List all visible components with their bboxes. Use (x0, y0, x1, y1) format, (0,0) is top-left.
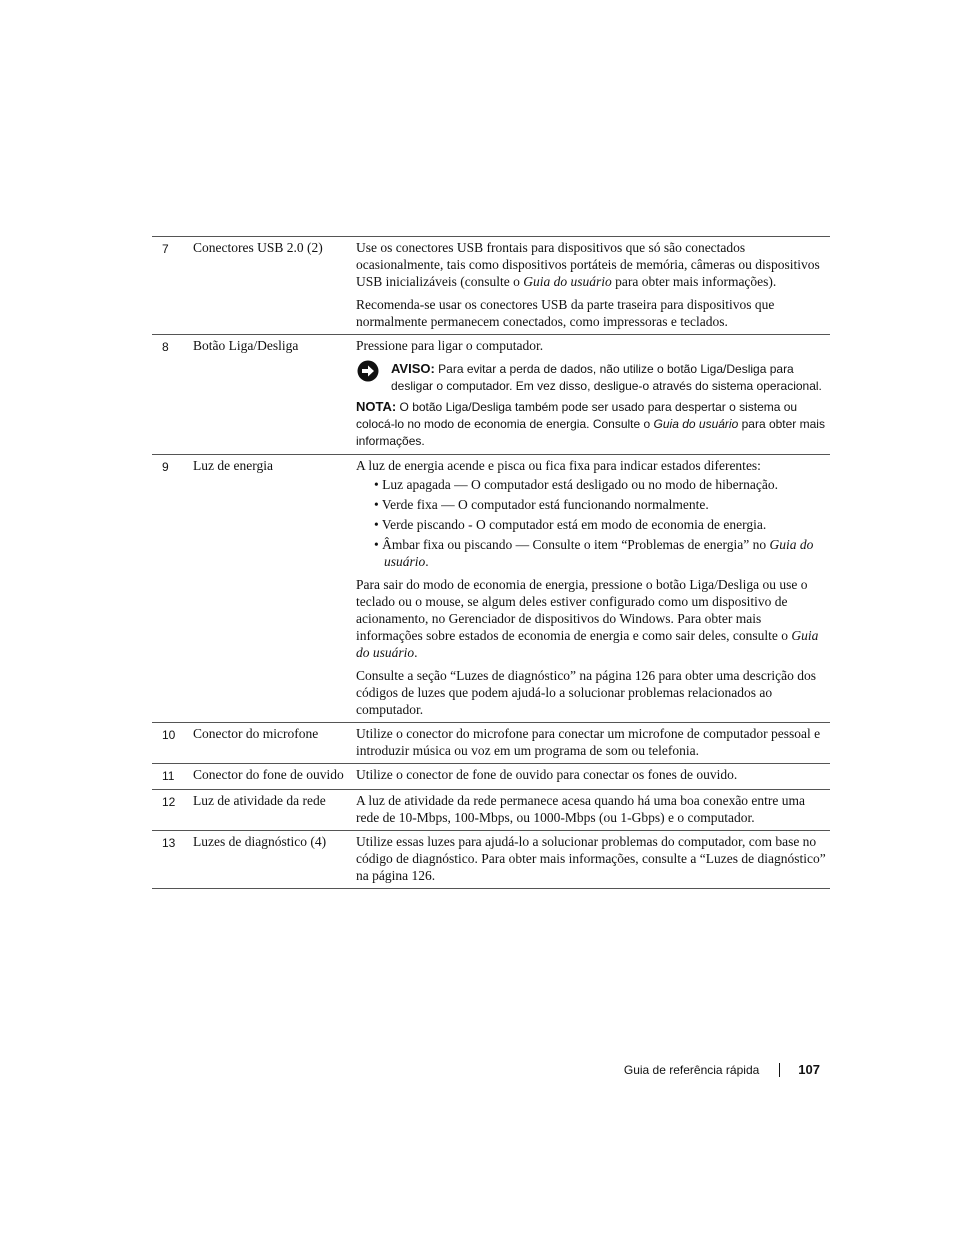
row-description (356, 335, 830, 455)
row-number: 9 (162, 460, 169, 474)
list-item: • Luz apagada — O computador está desligado ou no modo de hibernação. (374, 477, 778, 492)
table-row (152, 831, 830, 889)
description-paragraph: Recomenda-se usar os conectores USB da parte traseira para dispositivos que normalmente permanecem conectados, como impressoras e teclados. (356, 297, 775, 329)
row-name: Conector do fone de ouvido (193, 767, 344, 782)
description-paragraph: Utilize essas luzes para ajudá-lo a solucionar problemas do computador, com base no código de diagnóstico. Para obter mais informações, consulte a “Luzes de diagnóstico” na página 126. (356, 834, 826, 883)
list-item: • Verde fixa — O computador está funcionando normalmente. (374, 497, 709, 512)
description-paragraph: Para sair do modo de economia de energia, pressione o botão Liga/Desliga ou use o teclado ou o mouse, se algum deles estiver configurado como um dispositivo de acionamento, no Gerenciador de dispositivos do Windows. Para obter mais informações sobre estados de economia de energia e como sair deles, consulte o Guia do usuário. (356, 577, 819, 660)
guide-reference: Guia do usuário (653, 417, 739, 431)
row-description (356, 790, 830, 831)
guide-reference: Guia do usuário (523, 274, 612, 289)
row-name: Luz de energia (193, 458, 273, 473)
row-description (356, 764, 830, 790)
notice-arrow-icon (357, 360, 379, 382)
row-number: 8 (162, 340, 169, 354)
row-description (356, 455, 830, 723)
row-name: Luzes de diagnóstico (4) (193, 834, 327, 849)
row-number: 10 (162, 728, 176, 742)
description-paragraph: Consulte a seção “Luzes de diagnóstico” na página 126 para obter uma descrição dos códigos de luzes que podem ajudá-lo a solucionar problemas relacionados ao computador. (356, 668, 816, 717)
row-number: 12 (162, 795, 176, 809)
row-description (356, 237, 830, 335)
table-row (152, 335, 830, 455)
description-paragraph: Pressione para ligar o computador. (356, 338, 544, 353)
description-paragraph: Utilize o conector do microfone para conectar um microfone de computador pessoal e introduzir música ou voz em um programa de som ou telefonia. (356, 726, 821, 758)
description-paragraph: Use os conectores USB frontais para dispositivos que só são conectados ocasionalmente, tais como dispositivos portáteis de memória, câmeras ou dispositivos USB inicializáveis (consulte o Guia do usuário para obter mais informações). (356, 240, 820, 289)
table-row (152, 764, 830, 790)
footer-title: Guia de referência rápida (623, 1063, 760, 1077)
table-row (152, 237, 830, 335)
row-number: 13 (162, 836, 176, 850)
list-item: • Âmbar fixa ou piscando — Consulte o item “Problemas de energia” no Guia do usuário. (374, 537, 814, 569)
row-number: 11 (162, 769, 175, 783)
row-name: Botão Liga/Desliga (193, 338, 299, 353)
row-description (356, 831, 830, 889)
page-number: 107 (798, 1062, 820, 1077)
guide-reference: Guia do usuário (356, 628, 819, 660)
guide-reference: Guia do usuário (384, 537, 814, 569)
table-row (152, 723, 830, 764)
description-paragraph: A luz de energia acende e pisca ou fica fixa para indicar estados diferentes: (356, 458, 761, 473)
note-label: NOTA: (356, 399, 397, 414)
row-name: Conectores USB 2.0 (2) (193, 240, 323, 255)
description-paragraph: Utilize o conector de fone de ouvido para conectar os fones de ouvido. (356, 767, 738, 782)
footer-divider (779, 1063, 780, 1077)
bullet-list (356, 476, 830, 570)
table-row (152, 455, 830, 723)
row-number: 7 (162, 242, 169, 256)
notice-label: AVISO: (391, 361, 435, 376)
row-name: Luz de atividade da rede (193, 793, 326, 808)
description-paragraph: A luz de atividade da rede permanece acesa quando há uma boa conexão entre uma rede de 10-Mbps, 100-Mbps, ou 1000-Mbps (ou 1-Gbps) e o computador. (356, 793, 806, 825)
table-row (152, 790, 830, 831)
note-block: NOTA: O botão Liga/Desliga também pode ser usado para despertar o sistema ou colocá-lo no modo de economia de energia. Consulte o Guia do usuário para obter mais informações. (356, 399, 825, 448)
row-name: Conector do microfone (193, 726, 319, 741)
page-footer (624, 1062, 820, 1077)
connectors-table (152, 236, 830, 889)
row-description (356, 723, 830, 764)
notice-block (356, 360, 830, 395)
notice-text: Para evitar a perda de dados, não utilize o botão Liga/Desliga para desligar o computador. Em vez disso, desligue-o através do sistema operacional. (391, 362, 822, 393)
list-item: • Verde piscando - O computador está em modo de economia de energia. (374, 517, 767, 532)
